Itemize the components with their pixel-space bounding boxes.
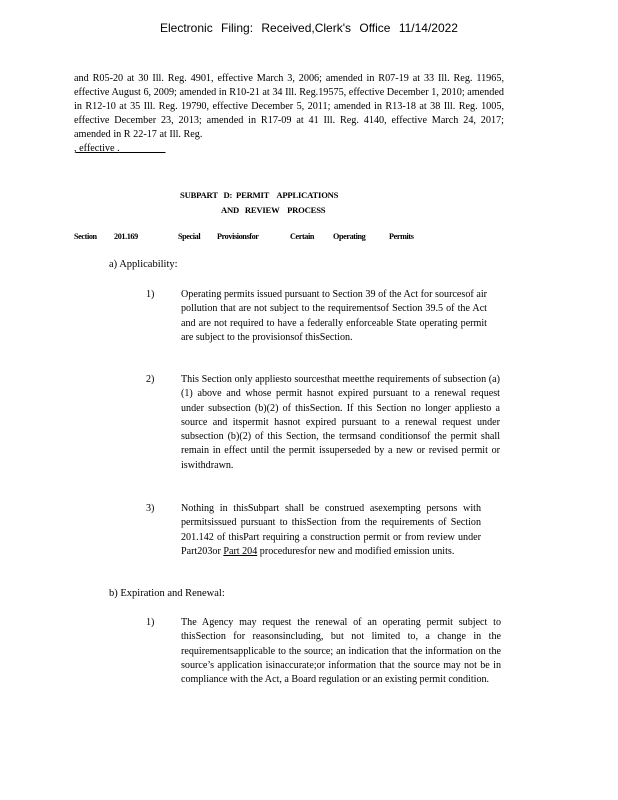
section-title-word: Special xyxy=(178,232,201,241)
paragraph-text: Operating permits issued pursuant to Section 39 of the Act for sourcesof air pollution that are not subject to the requirementsof Section 39.5 of the Act and are not required to have a federally enforceable State operating permit are subject to the provisionsof thisSection. xyxy=(181,289,487,343)
filing-header: Electronic Filing: Received,Clerk's Office 11/14/2022 xyxy=(160,21,458,35)
section-number: 201.169 xyxy=(114,232,138,241)
subsection-a-label: a) Applicability: xyxy=(109,259,178,270)
paragraph-number: 1) xyxy=(146,289,155,300)
effective-date-blank xyxy=(120,143,166,154)
paragraph-number: 1) xyxy=(146,617,155,628)
paragraph-text-part: proceduresfor new and modified emission units. xyxy=(257,545,455,557)
paragraph-text: The Agency may request the renewal of an operating permit subject to thisSection for reasonsincluding, but not limited to, a change in the requirementsapplicable to the source; an indication that the information on the source’s application isinaccurate;or information that the source may not be in compliance with the Act, a Board regulation or an existing permit condition. xyxy=(181,617,501,686)
source-history xyxy=(74,72,504,156)
paragraph-number: 3) xyxy=(146,503,155,514)
section-title-word: Operating xyxy=(333,232,366,241)
subsection-b-label: b) Expiration and Renewal: xyxy=(109,588,225,599)
paragraph-text: This Section only appliesto sourcesthat meetthe requirements of subsection (a)(1) above and whose permit hasnot expired pursuant to a renewal request under subsection (b)(2) of thisSection. If this Section no longer appliesto a source and itspermit hasnot expired pursuant to a renewal request under subsection (b)(2) of this Section, the termsand conditionsof the permit shall remain in effect until the permit issuperseded by a new or revised permit or iswithdrawn. xyxy=(181,374,500,471)
part-204-reference: Part 204 xyxy=(223,545,258,557)
paragraph-a3 xyxy=(146,502,481,559)
paragraph-a1 xyxy=(146,288,487,345)
section-title-word: Certain xyxy=(290,232,315,241)
section-title-word: Provisionsfor xyxy=(217,232,259,241)
paragraph-b1 xyxy=(146,616,501,687)
source-history-effective: , effective . xyxy=(74,143,120,154)
section-title-word: Permits xyxy=(389,232,414,241)
paragraph-number: 2) xyxy=(146,374,155,385)
subpart-heading-line1: SUBPART D: PERMIT APPLICATIONS xyxy=(180,190,339,200)
paragraph-text-part: Nothing in thisSubpart shall be construed asexempting persons with permitsissued pursuant to thisSection from the requirements of Section 201.142 of thisPart requiring a construction permit or from review under Part203or xyxy=(181,503,481,557)
paragraph-text xyxy=(181,502,481,559)
subpart-heading-line2: AND REVIEW PROCESS xyxy=(221,205,326,215)
section-label: Section xyxy=(74,232,97,241)
subpart-heading xyxy=(180,188,338,218)
source-history-text: and R05-20 at 30 Ill. Reg. 4901, effective March 3, 2006; amended in R07-19 at 33 Ill. Reg. 11965, effective August 6, 2009; amended in R10-21 at 34 Ill. Reg.19575, effective December 1, 2010; amended in R12-10 at 35 Ill. Reg. 19790, effective December 5, 2011; amended in R13-18 at 38 Ill. Reg. 1005, effective December 23, 2013; amended in R17-09 at 41 Ill. Reg. 4140, effective March 24, 2017; amended in R 22-17 at Ill. Reg. xyxy=(74,73,504,140)
paragraph-a2 xyxy=(146,373,500,473)
